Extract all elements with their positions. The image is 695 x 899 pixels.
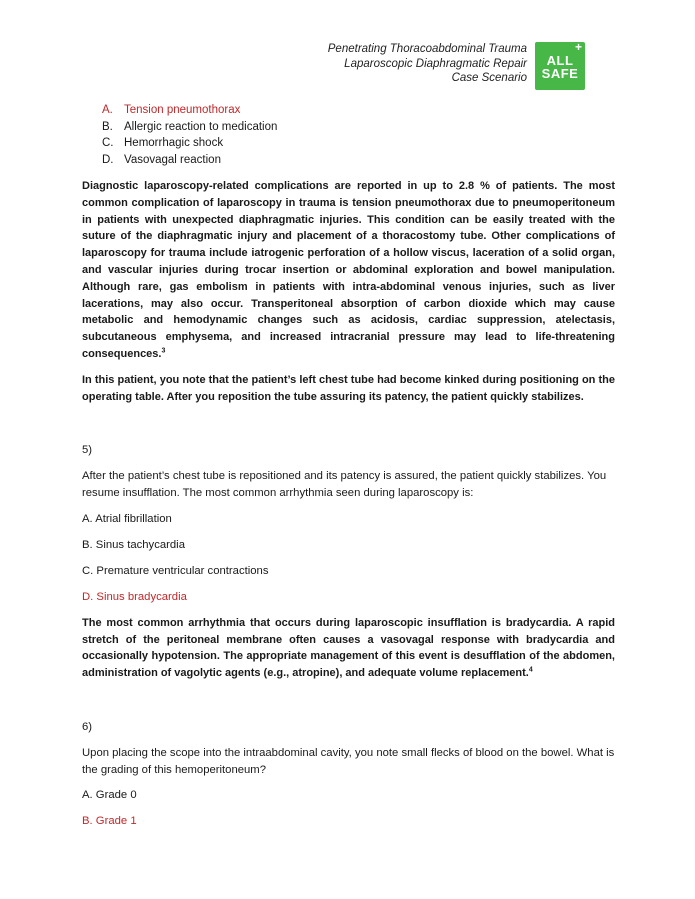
option-text: Vasovagal reaction: [124, 153, 221, 166]
q5-option-b: B. Sinus tachycardia: [82, 538, 185, 551]
q4-options: [82, 102, 615, 168]
option-letter: A.: [102, 104, 113, 116]
q5-option-a: A. Atrial fibrillation: [82, 512, 172, 525]
option-text: Hemorrhagic shock: [124, 137, 224, 149]
reference-marker: 4: [528, 666, 533, 674]
option-letter: C.: [102, 137, 114, 149]
q4-explanation-text: Diagnostic laparoscopy-related complications are reported in up to 2.8 % of patients. The most common complication of laparoscopy in trauma is tension pneumothorax due to pneumoperitoneum in patients with unexpected diaphragmatic injuries. This condition can be easily treated with the suture of the diaphragmatic injury and placement of a thoracostomy tube. Other complications of laparoscopy for trauma include iatrogenic perforation of a hollow viscus, laceration of a solid organ, and vascular injuries during trocar insertion or abdominal exploration and bowel manipulation. Although rare, gas embolism in patients with intra-abdominal venous injuries, such as liver lacerations, may also occur. Transperitoneal absorption of carbon dioxide which may cause metabolic and hemodynamic changes such as acidosis, cardiac suppression, atelectasis, subcutaneous emphysema, and increased intracranial pressure may lead to life-threatening consequences.: [82, 180, 615, 360]
q4-option-c: [82, 135, 615, 152]
option-letter: B.: [102, 120, 113, 133]
page-body: [82, 102, 615, 829]
q5-option-d: D. Sinus bradycardia: [82, 590, 187, 603]
q6-option-a: A. Grade 0: [82, 789, 137, 802]
running-header: [328, 42, 527, 86]
header-subtitle: Laparoscopic Diaphragmatic Repair: [344, 57, 527, 70]
q6-stem: Upon placing the scope into the intraabdominal cavity, you note small flecks of blood on the bowel. What is the grading of this hemoperitoneum?: [82, 746, 615, 776]
q4-explanation: [82, 178, 615, 363]
q5-option-c: C. Premature ventricular contractions: [82, 564, 269, 577]
reference-marker: 3: [161, 347, 166, 355]
q5-explanation-text: The most common arrhythmia that occurs during laparoscopic insufflation is bradycardia. A rapid stretch of the peritoneal membrane often causes a vasovagal response with bradycardia and occasionally hypotension. The appropriate management of this event is desufflation of the abdomen, administration of vagolytic agents (e.g., atropine), and adequate volume replacement.: [82, 616, 615, 680]
header-section: Case Scenario: [451, 72, 527, 84]
q5-number: 5): [82, 444, 93, 457]
allsafe-logo: [535, 42, 585, 90]
logo-text-safe: SAFE: [541, 66, 579, 81]
q6-number: 6): [82, 720, 93, 733]
q5-explanation: [82, 615, 615, 682]
logo-plus-icon: +: [574, 40, 582, 54]
logo-text-all: ALL: [546, 53, 574, 68]
q6-option-b: B. Grade 1: [82, 815, 137, 828]
q4-option-b: [82, 119, 615, 136]
q4-option-d: [82, 152, 615, 169]
q4-option-a: [82, 102, 615, 119]
q5-stem: After the patient’s chest tube is repositioned and its patency is assured, the patient quickly stabilizes. You resume insufflation. The most common arrhythmia seen during laparoscopy is:: [82, 470, 607, 499]
header-title: Penetrating Thoracoabdominal Trauma: [327, 43, 527, 55]
option-text: Allergic reaction to medication: [124, 120, 278, 133]
q4-followup: In this patient, you note that the patient’s left chest tube had become kinked during positioning on the operating table. After you reposition the tube assuring its patency, the patient quickly stabilizes.: [82, 373, 615, 403]
option-text: Tension pneumothorax: [124, 104, 241, 116]
option-letter: D.: [102, 153, 114, 166]
